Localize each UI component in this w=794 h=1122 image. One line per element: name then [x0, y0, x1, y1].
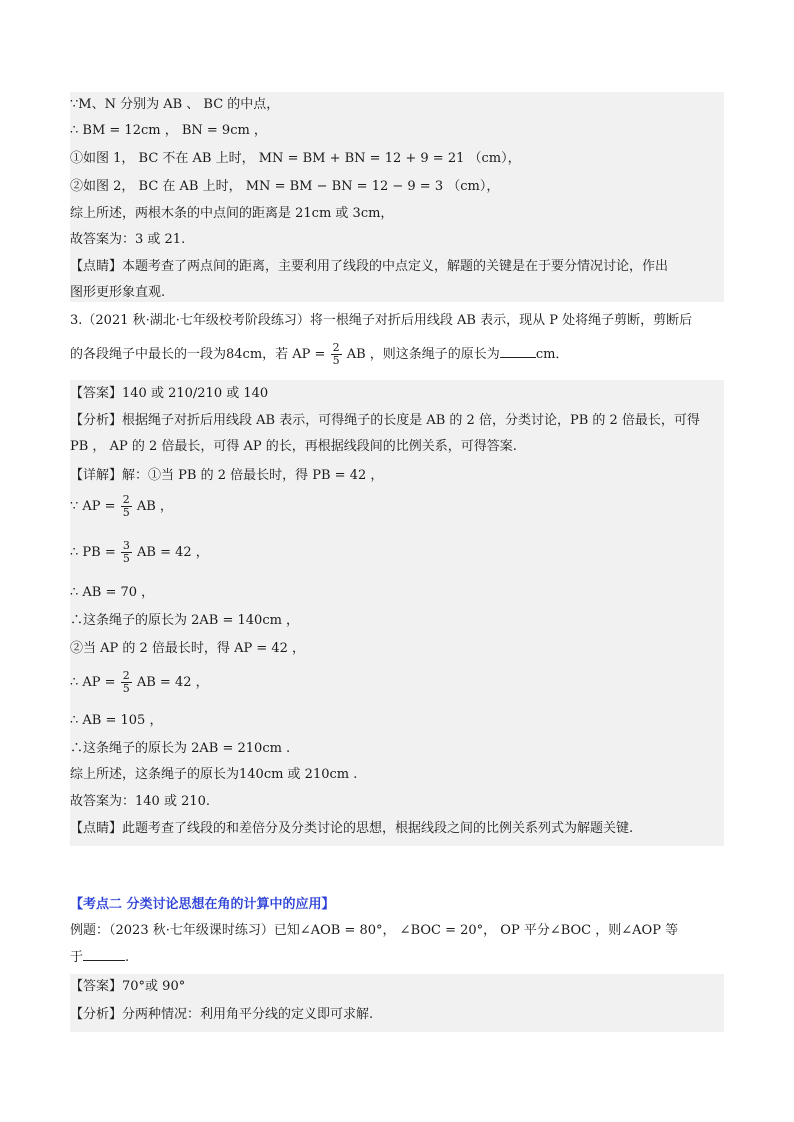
- answer-blank: [83, 948, 125, 961]
- detail-line: ∴ AB = 70 ，: [70, 585, 155, 600]
- question-3-line-1: 3.（2021 秋·湖北·七年级校考阶段练习）将一根绳子对折后用线段 AB 表示，现从 P 处将绳子剪断，剪断后: [70, 313, 693, 328]
- text-line: ①如图 1， BC 不在 AB 上时， MN = BM + BN = 12 + 9 = 21 （cm），: [70, 151, 521, 166]
- fraction-denominator: 5: [332, 354, 340, 367]
- fraction: [121, 540, 132, 565]
- fraction-denominator: 5: [122, 506, 130, 519]
- detail-line: 【详解】解：①当 PB 的 2 倍最长时，得 PB = 42 ，: [70, 468, 384, 483]
- text-line: ∴ BM = 12cm ， BN = 9cm ，: [70, 123, 267, 138]
- example-line-1: 例题：（2023 秋·七年级课时练习）已知∠AOB = 80°， ∠BOC = 20°， OP 平分∠BOC ，则∠AOP 等: [70, 923, 679, 938]
- detail-text: AB ，: [136, 499, 173, 514]
- analysis-line: 【分析】根据绳子对折后用线段 AB 表示，可得绳子的长度是 AB 的 2 倍，分类讨论，PB 的 2 倍最长，可得: [70, 413, 700, 428]
- text-line: 综上所述，两根木条的中点间的距离是 21cm 或 3cm，: [70, 206, 394, 221]
- detail-line: ∴ AB = 105 ，: [70, 713, 163, 728]
- detail-line: ②当 AP 的 2 倍最长时，得 AP = 42 ，: [70, 641, 306, 656]
- example-text: .: [125, 950, 130, 965]
- remark-line: 【点睛】此题考查了线段的和差倍分及分类讨论的思想，根据线段之间的比例关系列式为解题关键.: [70, 821, 634, 836]
- analysis-line: 【分析】分两种情况：利用角平分线的定义即可求解.: [70, 1007, 374, 1022]
- text-line: 故答案为：3 或 21.: [70, 232, 186, 247]
- detail-text: AB = 42 ，: [136, 675, 209, 690]
- detail-line: [70, 540, 724, 565]
- example-text: 于: [70, 950, 84, 965]
- answer-line: 【答案】70°或 90°: [70, 979, 186, 994]
- fraction-numerator: 2: [122, 493, 130, 506]
- question-3-line-2: [70, 342, 724, 367]
- text-line: ∵M、N 分别为 AB 、 BC 的中点，: [70, 97, 280, 112]
- unit-text: cm．: [535, 347, 569, 362]
- remark-line: 【点睛】本题考查了两点间的距离，主要利用了线段的中点定义，解题的关键是在于要分情况讨论，作出: [70, 259, 669, 274]
- section-heading: 【考点二 分类讨论思想在角的计算中的应用】: [70, 897, 335, 912]
- detail-line: [70, 494, 724, 519]
- fraction-denominator: 5: [122, 552, 130, 565]
- detail-text: ∴ PB =: [70, 545, 116, 560]
- detail-line: 故答案为：140 或 210.: [70, 794, 211, 809]
- question-text: AB ，则这条绳子的原长为: [346, 347, 500, 362]
- detail-line: ∴这条绳子的原长为 2AB = 210cm .: [70, 741, 291, 756]
- example-line-2: [70, 948, 724, 967]
- remark-line: 图形更形象直观.: [70, 285, 166, 300]
- text-line: ②如图 2， BC 在 AB 上时， MN = BM − BN = 12 − 9 = 3 （cm），: [70, 179, 500, 194]
- answer-line: 【答案】140 或 210/210 或 140: [70, 386, 269, 401]
- detail-line: [70, 670, 724, 695]
- answer-blank: [500, 345, 536, 358]
- fraction: [331, 342, 342, 367]
- fraction-denominator: 5: [122, 682, 130, 695]
- detail-text: ∴ AP =: [70, 675, 116, 690]
- detail-line: ∴这条绳子的原长为 2AB = 140cm ，: [70, 613, 300, 628]
- detail-line: 综上所述，这条绳子的原长为140cm 或 210cm .: [70, 767, 358, 782]
- detail-text: ∵ AP =: [70, 499, 116, 514]
- fraction: [121, 670, 132, 695]
- fraction-numerator: 2: [332, 341, 340, 354]
- fraction: [121, 494, 132, 519]
- fraction-numerator: 3: [122, 539, 130, 552]
- fraction-numerator: 2: [122, 669, 130, 682]
- question-text: 的各段绳子中最长的一段为84cm，若 AP =: [70, 347, 326, 362]
- analysis-line: PB ， AP 的 2 倍最长，可得 AP 的长，再根据线段间的比例关系，可得答案.: [70, 439, 517, 454]
- detail-text: AB = 42 ，: [137, 545, 209, 560]
